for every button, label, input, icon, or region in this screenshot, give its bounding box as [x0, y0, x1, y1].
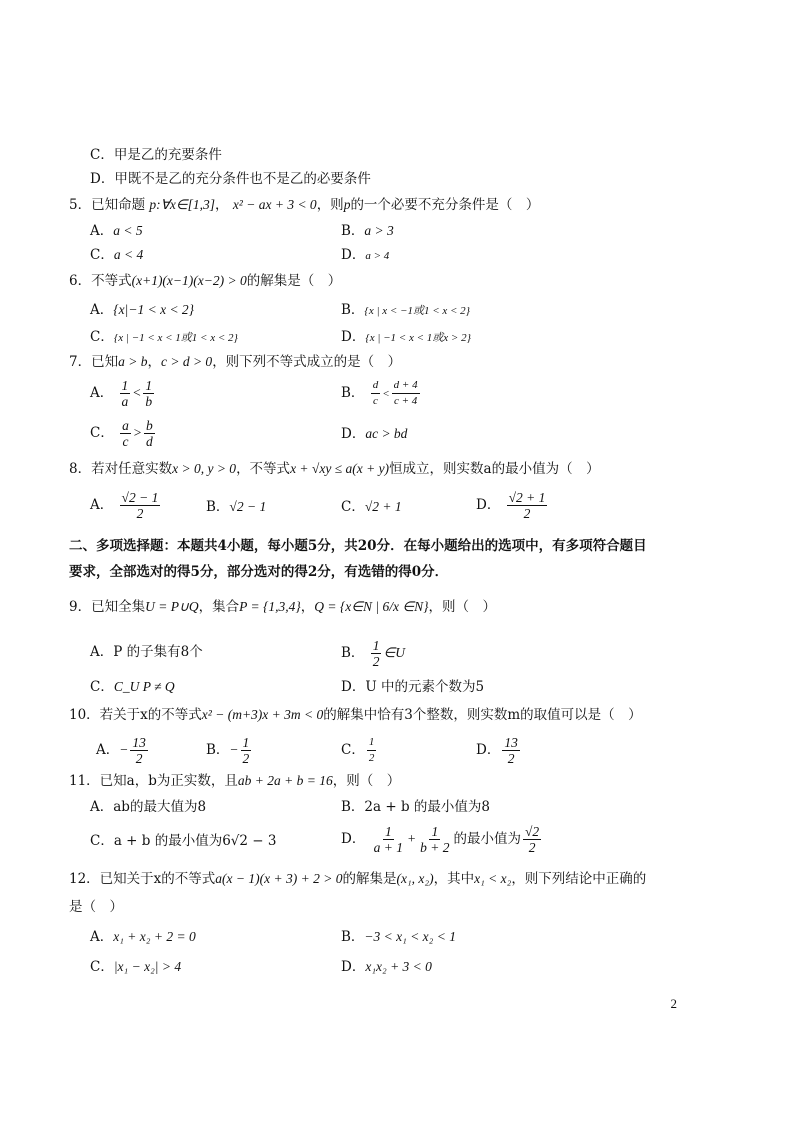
q10-d-fraction: $\frac{13}{2}$ [504, 735, 518, 766]
q11-d-frac-b: $\frac{1}{b + 2}$ [420, 824, 450, 855]
q7-option-c [90, 418, 157, 449]
question-12-stem-line-1 [69, 870, 646, 888]
q12-math-3: x₁ < x₂ [474, 871, 512, 886]
q6-a-math: {x|−1 < x < 2} [113, 302, 195, 317]
q12-b-math: −3 < x₁ < x₂ < 1 [364, 929, 456, 944]
q5-b-math: a > 3 [364, 223, 394, 238]
q4-option-d: D．甲既不是乙的充分条件也不是乙的必要条件 [90, 171, 371, 187]
q6-c-label: C． [90, 329, 114, 345]
q7-b-label: B． [341, 385, 365, 401]
q11-math: ab + 2a + b = 16 [237, 773, 333, 788]
q10-math: x² − (m+3)x + 3m < 0 [201, 707, 324, 722]
q7-option-a [90, 378, 156, 409]
q5-option-c [90, 246, 143, 264]
q8-text-c: 恒成立，则实数a的最小值为（ ） [389, 461, 600, 477]
q9-math-3: Q = {x∈N | 6/x ∈N} [314, 599, 429, 614]
q5-d-math: a > 4 [365, 250, 390, 262]
q5-math-2: x² − ax + 3 < 0 [232, 197, 317, 212]
q8-option-b [206, 498, 266, 516]
q8-d-fraction: $\frac{√2 + 1}{2}$ [508, 490, 546, 521]
q7-d-label: D． [341, 426, 366, 442]
q7-c-op: > [132, 425, 143, 440]
q8-c-math: √2 + 1 [364, 499, 402, 514]
q5-text-a: 5．已知命题 [69, 197, 146, 213]
q6-math: (x+1)(x−1)(x−2) > 0 [131, 273, 247, 288]
q12-math-1: a(x − 1)(x + 3) + 2 > 0 [215, 871, 343, 886]
q7-a-label: A． [90, 385, 114, 401]
q9-a-text: P 的子集有8个 [113, 644, 203, 660]
q10-c-label: C． [341, 742, 365, 758]
q5-a-label: A． [90, 223, 114, 239]
q7-d-math: ac > bd [365, 426, 408, 441]
q9-text-a: 9．已知全集 [69, 599, 146, 615]
q7-c-right-fraction: $\frac{b}{d}$ [146, 418, 153, 449]
q8-c-label: C． [341, 499, 365, 515]
q12-b-label: B． [341, 929, 365, 945]
q5-a-math: a < 5 [113, 223, 143, 238]
q8-option-a [90, 490, 162, 521]
q6-a-label: A． [90, 302, 114, 318]
q7-text-b: ，则下列不等式成立的是（ ） [212, 354, 402, 370]
q7-math-1: a > b [118, 354, 148, 369]
q11-d-frac-result: $\frac{√2}{2}$ [525, 824, 540, 855]
q7-a-left-fraction: $\frac{1}{a}$ [121, 378, 129, 409]
q5-d-label: D． [341, 247, 366, 263]
question-6-stem [69, 272, 341, 290]
q10-option-b: B．− $\frac{1}{2}$ [206, 735, 250, 766]
q10-text-b: 的解集中恰有3个整数，则实数m的取值可以是（ ） [323, 707, 642, 723]
q9-a-label: A． [90, 644, 114, 660]
q5-c-math: a < 4 [113, 247, 144, 262]
q8-d-label: D． [476, 497, 501, 513]
q5-text-c: 的一个必要不充分条件是（ ） [350, 197, 540, 213]
q6-c-math: {x | −1 < x < 1或1 < x < 2} [113, 332, 238, 344]
q9-b-math: ∈U [383, 645, 405, 660]
q4-option-c: C．甲是乙的充要条件 [90, 147, 222, 163]
q12-option-c [90, 958, 181, 976]
q12-option-a [90, 928, 196, 946]
q9-c-math: C_U P ≠ Q [113, 679, 175, 694]
q7-option-b [341, 378, 422, 409]
question-11-stem [69, 772, 400, 790]
q12-text-c: ，其中 [433, 871, 475, 887]
q10-option-d [476, 735, 522, 766]
q9-d-label: D． [341, 679, 366, 695]
q6-b-label: B． [341, 302, 365, 318]
q11-d-label: D． [341, 831, 366, 847]
section-2-heading-line-2: 要求，全部选对的得5分，部分选对的得2分，有选错的得0分． [69, 564, 449, 580]
q9-option-c [90, 678, 175, 696]
q9-text-c: ，则（ ） [428, 599, 497, 615]
q11-d-frac-a: $\frac{1}{a + 1}$ [373, 824, 403, 855]
q7-a-right-fraction: $\frac{1}{b}$ [145, 378, 153, 409]
q10-b-label: B． [206, 742, 230, 758]
q7-b-left-fraction: $\frac{d}{c}$ [372, 379, 379, 407]
q5-c-label: C． [90, 247, 114, 263]
q8-text-b: ，不等式 [236, 461, 291, 477]
question-7-stem: 7．已知a > b，c > d > 0，则下列不等式成立的是（ ） [69, 354, 402, 370]
q5-option-d [341, 246, 389, 265]
q11-text-b: ，则（ ） [332, 773, 401, 789]
q9-math-2: P = {1,3,4} [239, 599, 301, 614]
q7-a-op: < [132, 385, 142, 400]
q5-text-b: ，则 [316, 197, 344, 213]
q5-math-3: p [343, 197, 351, 212]
q12-option-b [341, 928, 456, 946]
q8-a-fraction: $\frac{√2 - 1}{2}$ [121, 490, 159, 521]
q5-math-1: p:∀x∈[1,3] [149, 197, 216, 212]
q8-a-label: A． [90, 497, 114, 513]
q9-option-b [341, 638, 405, 669]
q10-text-a: 10．若关于x的不等式 [69, 707, 202, 723]
q11-option-b: B．2a + b 的最小值为8 [341, 799, 490, 815]
question-10-stem [69, 706, 642, 724]
q7-math-2: c > d > 0 [160, 354, 213, 369]
q12-c-label: C． [90, 959, 114, 975]
q10-c-fraction: $\frac{1}{2}$ [368, 736, 375, 764]
q10-a-fraction: $\frac{13}{2}$ [132, 735, 146, 766]
q6-d-label: D． [341, 329, 366, 345]
q6-option-a [90, 301, 194, 319]
q5-option-a [90, 222, 143, 240]
q9-c-label: C． [90, 679, 114, 695]
q6-b-math: {x | x < −1或1 < x < 2} [364, 305, 471, 317]
q6-option-b [341, 301, 470, 320]
q6-option-d [341, 328, 471, 347]
q9-b-fraction: $\frac{1}{2}$ [372, 638, 380, 669]
q9-b-label: B． [341, 645, 365, 661]
q9-option-a [90, 643, 203, 661]
q12-option-d [341, 958, 432, 976]
q5-b-label: B． [341, 223, 365, 239]
question-9-stem: 9．已知全集U = P∪Q，集合P = {1,3,4}，Q = {x∈N | 6/x ∈N}，则（ ） [69, 599, 497, 615]
q6-text-a: 6．不等式 [69, 273, 132, 289]
q9-option-d [341, 678, 484, 696]
q6-option-c [90, 328, 238, 347]
q11-text-a: 11．已知a，b为正实数，且 [69, 773, 238, 789]
q12-text-d: ，则下列结论中正确的 [511, 871, 647, 887]
q8-option-c [341, 498, 402, 516]
q8-math-1: x > 0, y > 0 [172, 461, 237, 476]
q11-d-text: 的最小值为 [453, 831, 521, 847]
section-2-heading-line-1: 二、多项选择题：本题共4小题，每小题5分，共20分．在每小题给出的选项中，有多项符合题目 [69, 538, 647, 554]
q9-d-text: U 中的元素个数为5 [365, 679, 485, 695]
q11-option-a: A．ab的最大值为8 [90, 799, 207, 815]
q12-text-a: 12．已知关于x的不等式 [69, 871, 216, 887]
q12-a-math: x₁ + x₂ + 2 = 0 [113, 929, 196, 944]
q10-option-c [341, 735, 378, 766]
q7-b-right-fraction: $\frac{d + 4}{c + 4}$ [393, 379, 418, 407]
q8-text-a: 8．若对任意实数 [69, 461, 173, 477]
q10-a-label: A． [96, 742, 120, 758]
q10-d-label: D． [476, 742, 501, 758]
q10-b-fraction: $\frac{1}{2}$ [242, 735, 250, 766]
question-8-stem [69, 460, 600, 478]
q6-d-math: {x | −1 < x < 1或x > 2} [365, 332, 471, 344]
q7-c-left-fraction: $\frac{a}{c}$ [122, 418, 129, 449]
q7-c-label: C． [90, 425, 114, 441]
q8-b-label: B． [206, 499, 230, 515]
q10-option-a: A．− $\frac{13}{2}$ [96, 735, 146, 766]
q8-option-d [476, 490, 549, 521]
q12-a-label: A． [90, 929, 114, 945]
q5-option-b [341, 222, 394, 240]
q12-math-2: (x₁, x₂) [396, 871, 434, 886]
q8-math-2: x + √xy ≤ a(x + y) [290, 461, 390, 476]
question-5-stem: 5．已知命题 p:∀x∈[1,3]， x² − ax + 3 < 0，则p的一个必要不充分条件是（ ） [69, 197, 540, 213]
q11-option-c: C．a + b 的最小值为6√2 − 3 [90, 833, 277, 849]
q6-text-b: 的解集是（ ） [246, 273, 342, 289]
q7-b-op: < [382, 388, 390, 400]
q9-math-1: U = P∪Q [145, 599, 199, 614]
page-number: 2 [670, 996, 677, 1011]
q12-c-math: |x₁ − x₂| > 4 [113, 959, 182, 974]
question-12-stem-line-2: 是（ ） [69, 899, 123, 915]
q12-d-math: x₁x₂ + 3 < 0 [365, 959, 432, 974]
q12-d-label: D． [341, 959, 366, 975]
q9-text-b: ，集合 [198, 599, 240, 615]
q7-text-a: 7．已知 [69, 354, 119, 370]
q7-option-d [341, 425, 407, 443]
q8-b-math: √2 − 1 [229, 499, 267, 514]
q12-text-b: 的解集是 [342, 871, 397, 887]
q11-option-d: D． $\frac{1}{a + 1}$ + $\frac{1}{b + 2}$ 的最小值为 $\frac{√2}{2}$ [341, 824, 540, 855]
